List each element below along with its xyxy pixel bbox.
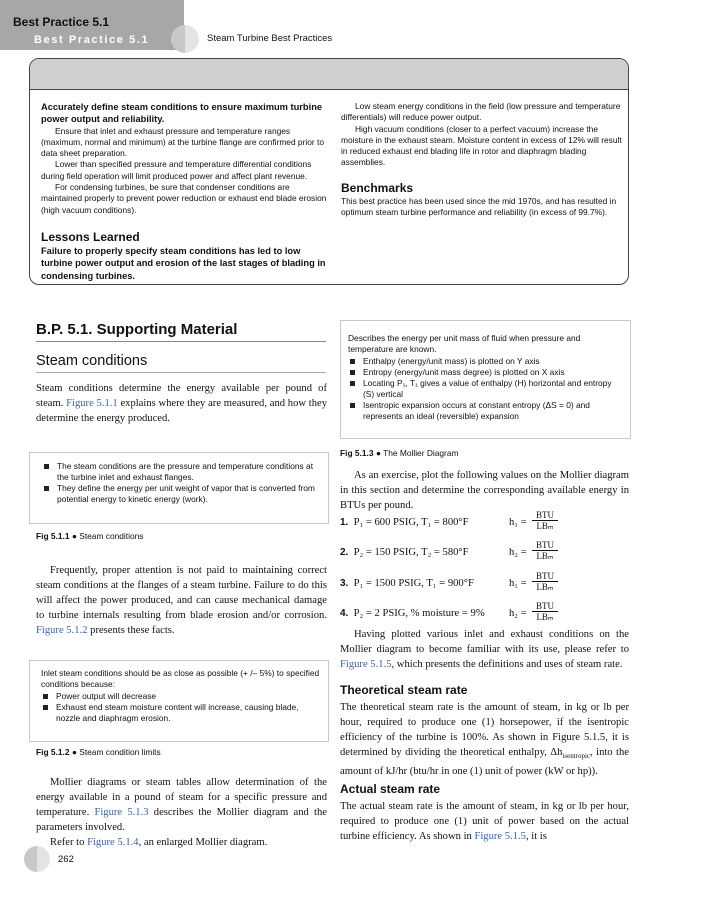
best-practice-title: Best Practice 5.1 bbox=[13, 15, 110, 29]
fig1-bullet: The steam conditions are the pressure and temperature conditions at the turbine inlet and exhaust flanges. bbox=[42, 461, 320, 483]
theoretical-steam-rate-heading: Theoretical steam rate bbox=[340, 683, 468, 697]
fig3-bullet: Entropy (energy/unit mass degree) is plotted on X axis bbox=[348, 367, 622, 378]
fig-5-1-5-link-2[interactable]: Figure 5.1.5 bbox=[474, 831, 526, 842]
benchmarks-text: This best practice has been used since the mid 1970s, and has resulted in optimum steam turbine performance and reliability (in excess of 99.7%). bbox=[341, 195, 617, 218]
mollier-para: Mollier diagrams or steam tables allow determination of the energy available in a pound of steam for a specific pressure and temperature. Figure 5.1.3 describes the Mollier diagram and the parameters involved. Refer to Figure 5.1.4, an enlarged Mollier diagram. bbox=[36, 777, 327, 848]
header-tab-label: Best Practice 5.1 bbox=[34, 34, 150, 46]
figure-5-1-1-box bbox=[29, 452, 329, 524]
fig3-bullet: Isentropic expansion occurs at constant entropy (ΔS = 0) and represents an ideal (reversible) expansion bbox=[348, 400, 622, 422]
fig-5-1-3-caption: Fig 5.1.3 ● The Mollier Diagram bbox=[340, 448, 459, 458]
after-exercise-para: Having plotted various inlet and exhaust conditions on the Mollier diagram to become familiar with its use, please refer to Figure 5.1.5, which presents the definitions and uses of steam rate. bbox=[340, 629, 629, 670]
equation-2: 2. P₂ = 150 PSIG, T₂ = 580°F bbox=[340, 547, 469, 558]
equation-3: 3. P₁ = 1500 PSIG, T₁ = 900°F bbox=[340, 578, 474, 589]
section-rule bbox=[36, 341, 326, 342]
actual-steam-rate-para: The actual steam rate is the amount of steam, in kg or lb per hour, required to produce one (1) unit of power based on the actual turbine efficiency. As shown in Figure 5.1.5, it is bbox=[340, 801, 629, 842]
best-practice-titlebar bbox=[30, 59, 628, 90]
steam-conditions-para: Steam conditions determine the energy available per pound of steam. Figure 5.1.1 explains where they are measured, and how they determine the energy produced. bbox=[36, 383, 327, 424]
lessons-text: Failure to properly specify steam conditions has led to low turbine power output and erosion of the last stages of blading in condensing turbines. bbox=[41, 245, 326, 281]
equation-1: 1. P₁ = 600 PSIG, T₁ = 800°F bbox=[340, 517, 469, 528]
fig-5-1-4-link[interactable]: Figure 5.1.4 bbox=[87, 837, 139, 848]
fig-5-1-5-link[interactable]: Figure 5.1.5 bbox=[340, 659, 392, 670]
fig-5-1-1-caption: Fig 5.1.1 ● Steam conditions bbox=[36, 531, 144, 541]
section-title: B.P. 5.1. Supporting Material bbox=[36, 321, 238, 338]
theoretical-steam-rate-para: The theoretical steam rate is the amount of steam, in kg or lb per hour, required to produce one (1) horsepower, if the isentropic efficiency of the turbine is 100%. As shown in Figure 5.1.5, it is determined by dividing the theoretical enthalpy, $\Delta h_{isentropic}$, into the amount of kJ/hr (btu/hr in one (1) unit of power (kW or hp)). bbox=[340, 702, 629, 778]
equation-3-fraction: BTU LBₘ bbox=[532, 571, 558, 593]
bp-right-para: High vacuum conditions (closer to a perfect vacuum) increase the moisture in the exhaust steam. Moisture content in excess of 12% will result in reduced exhaust end blading life in rotor and diaphragm blading assemblies. bbox=[341, 123, 622, 168]
bp-right-para: Low steam energy conditions in the field (low pressure and temperature differentials) will reduce power output. bbox=[341, 101, 621, 123]
equation-4: 4. P₂ = 2 PSIG, % moisture = 9% bbox=[340, 608, 485, 619]
running-title: Steam Turbine Best Practices bbox=[207, 33, 333, 44]
subsection-rule bbox=[36, 372, 326, 373]
bp-left-column bbox=[41, 101, 327, 282]
bp-left-para: For condensing turbines, be sure that condenser conditions are maintained properly to prevent power reduction or exhaust end blade erosion (high vacuum conditions). bbox=[41, 182, 327, 215]
fig1-bullet: They define the energy per unit weight of vapor that is converted from potential energy to kinetic energy (work). bbox=[42, 483, 320, 505]
fig-5-1-2-caption: Fig 5.1.2 ● Steam condition limits bbox=[36, 747, 161, 757]
equation-1-fraction: BTU LBₘ bbox=[532, 510, 558, 532]
bp-right-column bbox=[341, 101, 622, 218]
subsection-title: Steam conditions bbox=[36, 353, 148, 369]
fig-5-1-1-link[interactable]: Figure 5.1.1 bbox=[66, 398, 118, 409]
figure-5-1-3-box bbox=[340, 320, 631, 439]
fig3-bullet: Enthalpy (energy/unit mass) is plotted on Y axis bbox=[348, 356, 622, 367]
figure-5-1-2-box bbox=[29, 660, 329, 742]
equation-4-fraction: BTU LBₘ bbox=[532, 601, 558, 623]
equation-1-h: h₁ = bbox=[509, 517, 527, 528]
flanges-para: Frequently, proper attention is not paid to maintaining correct steam conditions at the flanges of a steam turbine. Failure to do this will affect the power produced, and can cause mechanical damage to turbine internals resulting from blade erosion and/or corrosion. Figure 5.1.2 presents these facts. bbox=[36, 565, 327, 636]
fig3-intro: Describes the energy per unit mass of fluid when pressure and temperature are known. bbox=[348, 333, 581, 355]
bp-left-para: Ensure that inlet and exhaust pressure and temperature ranges (maximum, normal and minimum) at the turbine flange are confirmed prior to data sheet preparation. bbox=[41, 125, 324, 159]
header-circle-icon bbox=[171, 25, 199, 53]
fig3-bullet: Locating P₁, T₁ gives a value of enthalpy (H) horizontal and entropy (S) vertical bbox=[348, 378, 622, 400]
page-circle-icon bbox=[24, 846, 50, 872]
fig2-bullet: Power output will decrease bbox=[41, 691, 320, 702]
equation-2-h: h₂ = bbox=[509, 547, 527, 558]
equation-4-h: h₂ = bbox=[509, 608, 527, 619]
fig2-bullet: Exhaust end steam moisture content will increase, causing blade, nozzle and diaphragm erosion. bbox=[41, 702, 320, 724]
lessons-heading: Lessons Learned bbox=[41, 229, 140, 244]
fig2-intro: Inlet steam conditions should be as close as possible (+ /– 5%) to specified conditions because: bbox=[41, 668, 320, 690]
benchmarks-heading: Benchmarks bbox=[341, 180, 414, 195]
fig-5-1-3-link[interactable]: Figure 5.1.3 bbox=[94, 807, 149, 818]
equation-3-h: h₁ = bbox=[509, 578, 527, 589]
equation-2-fraction: BTU LBₘ bbox=[532, 540, 558, 562]
bp-lead: Accurately define steam conditions to ensure maximum turbine power output and reliability. bbox=[41, 102, 323, 125]
exercise-para: As an exercise, plot the following values on the Mollier diagram in this section and determine the corresponding available energy in BTUs per pound. bbox=[340, 470, 629, 511]
fig-5-1-2-link[interactable]: Figure 5.1.2 bbox=[36, 625, 88, 636]
bp-left-para: Lower than specified pressure and temperature differential conditions during field operation will limit produced power and affect plant revenue. bbox=[41, 159, 312, 181]
actual-steam-rate-heading: Actual steam rate bbox=[340, 782, 441, 796]
page-number: 262 bbox=[58, 854, 74, 865]
